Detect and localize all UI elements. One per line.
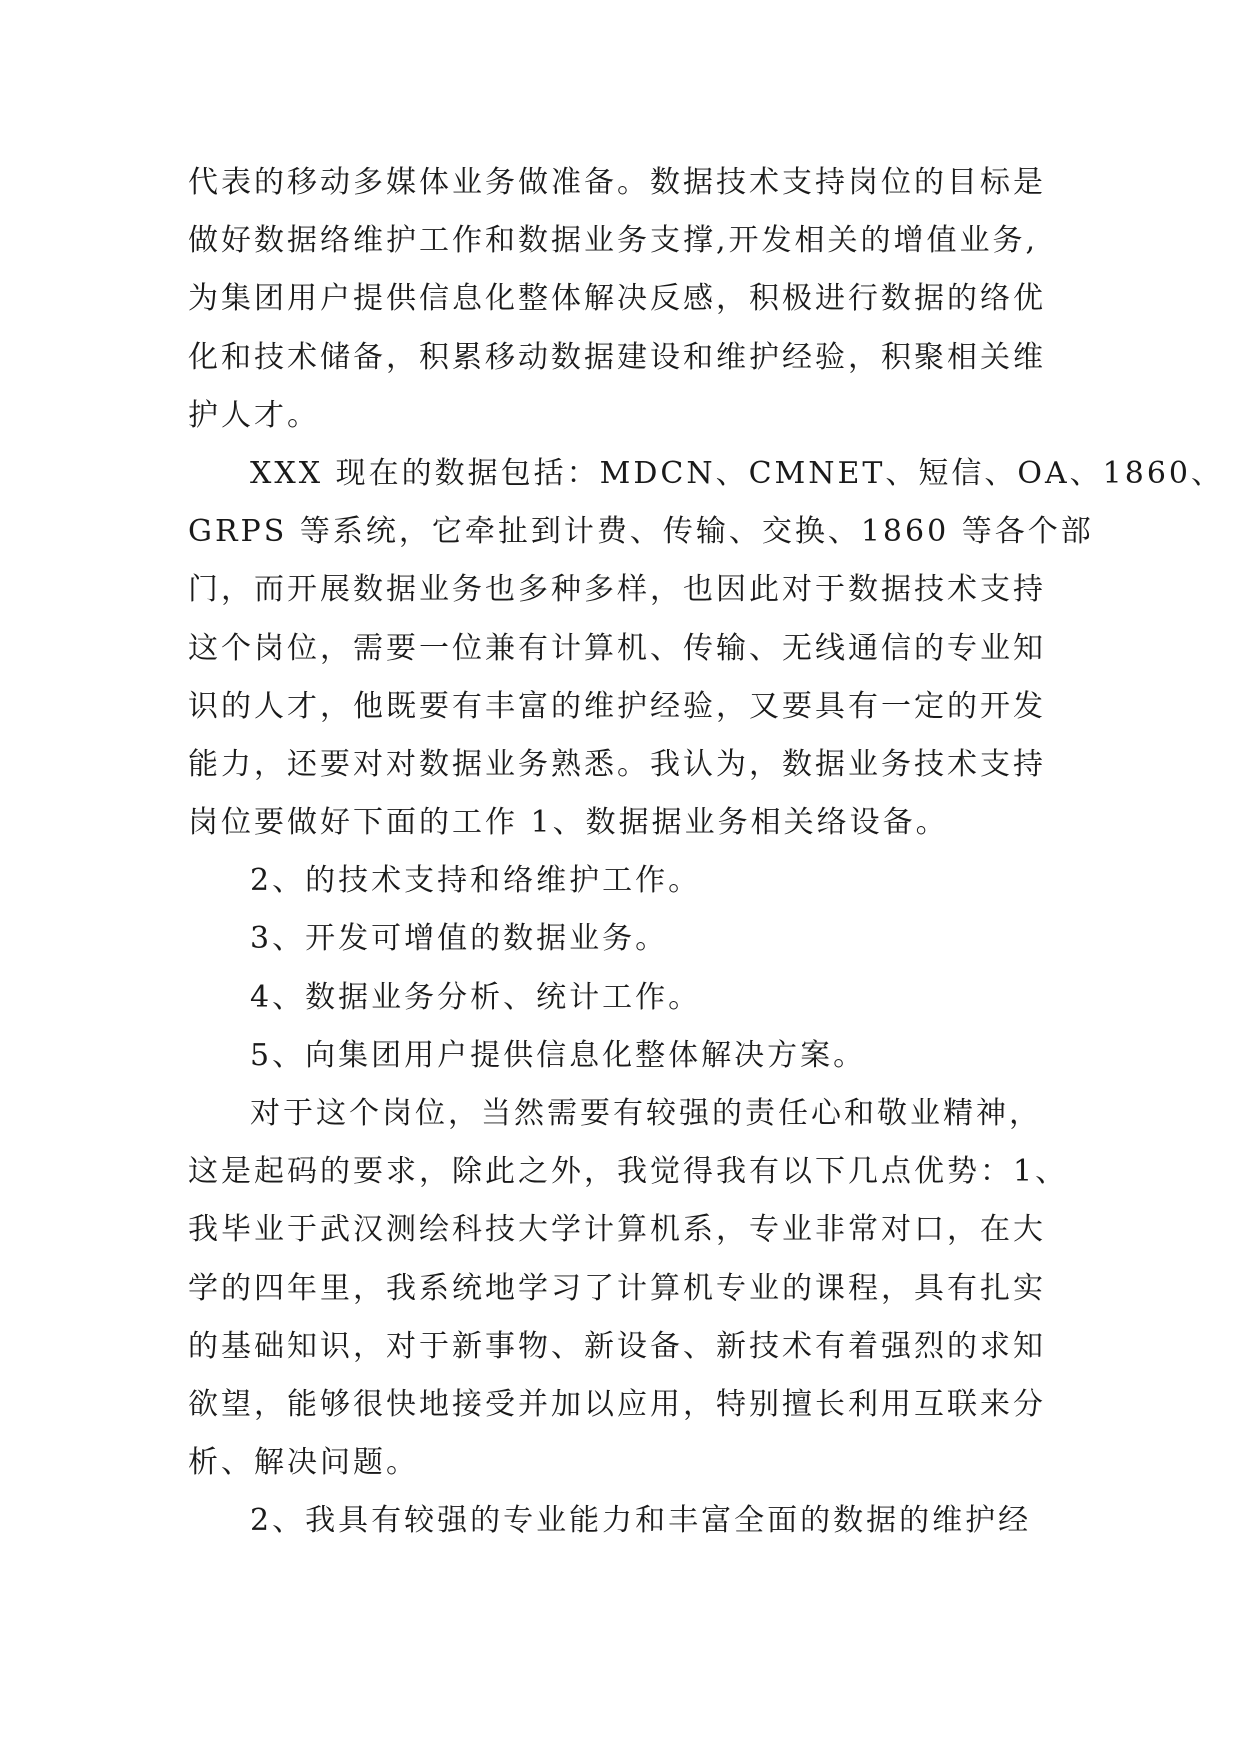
text-line: 识的人才，他既要有丰富的维护经验，又要具有一定的开发 bbox=[188, 688, 1046, 724]
text-line: GRPS 等系统，它牵扯到计费、传输、交换、1860 等各个部 bbox=[188, 514, 1094, 550]
paragraph-first-line: 2、我具有较强的专业能力和丰富全面的数据的维护经 bbox=[250, 1503, 1032, 1539]
paragraph-first-line: 5、向集团用户提供信息化整体解决方案。 bbox=[250, 1037, 867, 1073]
text-line: 这个岗位，需要一位兼有计算机、传输、无线通信的专业知 bbox=[188, 630, 1046, 666]
text-line: 析、解决问题。 bbox=[188, 1445, 419, 1481]
text-line: 做好数据络维护工作和数据业务支撑,开发相关的增值业务, bbox=[188, 223, 1039, 259]
text-line: 为集团用户提供信息化整体解决反感，积极进行数据的络优 bbox=[188, 281, 1046, 317]
text-line: 化和技术储备，积累移动数据建设和维护经验，积聚相关维 bbox=[188, 339, 1046, 375]
text-line: 我毕业于武汉测绘科技大学计算机系，专业非常对口，在大 bbox=[188, 1212, 1046, 1248]
text-line: 门，而开展数据业务也多种多样，也因此对于数据技术支持 bbox=[188, 572, 1046, 608]
paragraph-first-line: XXX 现在的数据包括：MDCN、CMNET、短信、OA、1860、 bbox=[250, 455, 1225, 491]
paragraph-first-line: 对于这个岗位，当然需要有较强的责任心和敬业精神， bbox=[250, 1096, 1042, 1131]
text-line: 学的四年里，我系统地学习了计算机专业的课程，具有扎实 bbox=[188, 1270, 1046, 1306]
body-text bbox=[188, 154, 1225, 1551]
text-line: 岗位要做好下面的工作 1、数据据业务相关络设备。 bbox=[188, 805, 949, 841]
text-line: 能力，还要对对数据业务熟悉。我认为，数据业务技术支持 bbox=[188, 746, 1046, 782]
text-line: 护人才。 bbox=[188, 397, 320, 433]
paragraph-first-line: 2、的技术支持和络维护工作。 bbox=[250, 863, 702, 899]
paragraph-first-line: 4、数据业务分析、统计工作。 bbox=[250, 979, 702, 1015]
text-line: 的基础知识，对于新事物、新设备、新技术有着强烈的求知 bbox=[188, 1328, 1046, 1364]
text-line: 代表的移动多媒体业务做准备。数据技术支持岗位的目标是 bbox=[188, 165, 1046, 200]
paragraph-first-line: 3、开发可增值的数据业务。 bbox=[250, 921, 669, 957]
text-line: 这是起码的要求，除此之外，我觉得我有以下几点优势：1、 bbox=[188, 1154, 1069, 1190]
text-line: 欲望，能够很快地接受并加以应用，特别擅长利用互联来分 bbox=[188, 1386, 1046, 1422]
